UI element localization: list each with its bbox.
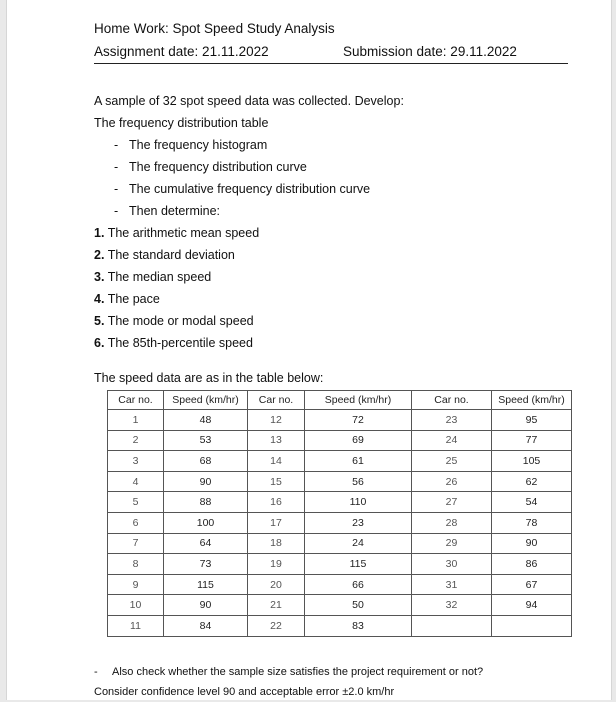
bullet-text: The cumulative frequency distribution curve (129, 182, 371, 196)
car-no-cell: 30 (412, 554, 492, 575)
speed-data-table (107, 390, 572, 637)
speed-cell: 115 (164, 574, 248, 595)
bullet-item (94, 156, 404, 178)
speed-cell: 56 (305, 471, 412, 492)
header-car-no: Car no. (412, 391, 492, 410)
speed-cell: 90 (164, 595, 248, 616)
numbered-list (94, 222, 404, 354)
car-no-cell: 11 (108, 615, 164, 636)
table-row (108, 615, 572, 636)
car-no-cell: 27 (412, 492, 492, 513)
speed-cell: 48 (164, 410, 248, 431)
car-no-cell: 23 (412, 410, 492, 431)
footer-line (94, 662, 483, 682)
item-number: 1. (94, 226, 105, 240)
header-speed: Speed (km/hr) (305, 391, 412, 410)
speed-cell: 110 (305, 492, 412, 513)
table-row (108, 492, 572, 513)
speed-cell: 50 (305, 595, 412, 616)
table-body (108, 410, 572, 637)
car-no-cell: 18 (248, 533, 305, 554)
bullet-item (94, 178, 404, 200)
footer-note (94, 662, 483, 702)
car-no-cell: 24 (412, 430, 492, 451)
intro-subline: The frequency distribution table (94, 116, 269, 130)
submission-date: Submission date: 29.11.2022 (343, 44, 517, 59)
header-car-no: Car no. (108, 391, 164, 410)
header-speed: Speed (km/hr) (164, 391, 248, 410)
table-row (108, 410, 572, 431)
car-no-cell: 31 (412, 574, 492, 595)
item-number: 3. (94, 270, 105, 284)
speed-cell: 69 (305, 430, 412, 451)
footer-marker: - (94, 666, 98, 678)
car-no-cell: 21 (248, 595, 305, 616)
speed-cell: 78 (492, 512, 572, 533)
item-text: The 85th-percentile speed (107, 336, 253, 350)
assignment-date: Assignment date: 21.11.2022 (94, 44, 269, 59)
car-no-cell: 6 (108, 512, 164, 533)
speed-cell: 100 (164, 512, 248, 533)
speed-cell (492, 615, 572, 636)
car-no-cell: 29 (412, 533, 492, 554)
item-text: The median speed (107, 270, 212, 284)
car-no-cell: 13 (248, 430, 305, 451)
car-no-cell (412, 615, 492, 636)
table-row (108, 574, 572, 595)
speed-cell: 90 (492, 533, 572, 554)
car-no-cell: 22 (248, 615, 305, 636)
speed-cell: 94 (492, 595, 572, 616)
table-caption: The speed data are as in the table below: (94, 371, 324, 385)
item-number: 2. (94, 248, 105, 262)
car-no-cell: 26 (412, 471, 492, 492)
speed-cell: 24 (305, 533, 412, 554)
bullet-marker: - (114, 182, 119, 196)
speed-cell: 83 (305, 615, 412, 636)
car-no-cell: 5 (108, 492, 164, 513)
car-no-cell: 12 (248, 410, 305, 431)
table-row (108, 471, 572, 492)
speed-cell: 53 (164, 430, 248, 451)
document-page (6, 0, 612, 700)
speed-cell: 23 (305, 512, 412, 533)
car-no-cell: 15 (248, 471, 305, 492)
bullet-item (94, 134, 404, 156)
car-no-cell: 3 (108, 451, 164, 472)
car-no-cell: 1 (108, 410, 164, 431)
speed-cell: 90 (164, 471, 248, 492)
car-no-cell: 16 (248, 492, 305, 513)
car-no-cell: 4 (108, 471, 164, 492)
speed-cell: 72 (305, 410, 412, 431)
header-car-no: Car no. (248, 391, 305, 410)
car-no-cell: 28 (412, 512, 492, 533)
numbered-item (94, 288, 404, 310)
speed-cell: 62 (492, 471, 572, 492)
speed-cell: 77 (492, 430, 572, 451)
bullet-marker: - (114, 204, 119, 218)
car-no-cell: 10 (108, 595, 164, 616)
speed-cell: 64 (164, 533, 248, 554)
bullet-text: The frequency histogram (129, 138, 268, 152)
speed-cell: 95 (492, 410, 572, 431)
task-description (94, 90, 404, 354)
table-row (108, 451, 572, 472)
table-row (108, 595, 572, 616)
car-no-cell: 2 (108, 430, 164, 451)
speed-cell: 73 (164, 554, 248, 575)
car-no-cell: 8 (108, 554, 164, 575)
car-no-cell: 19 (248, 554, 305, 575)
speed-cell: 115 (305, 554, 412, 575)
item-text: The pace (107, 292, 160, 306)
header-divider (94, 63, 568, 64)
bullet-text: The frequency distribution curve (129, 160, 307, 174)
numbered-item (94, 244, 404, 266)
bullet-marker: - (114, 138, 119, 152)
speed-cell: 86 (492, 554, 572, 575)
speed-cell: 88 (164, 492, 248, 513)
numbered-item (94, 332, 404, 354)
car-no-cell: 7 (108, 533, 164, 554)
speed-cell: 54 (492, 492, 572, 513)
item-text: The arithmetic mean speed (107, 226, 260, 240)
table-row (108, 533, 572, 554)
table-row (108, 430, 572, 451)
item-text: The mode or modal speed (107, 314, 254, 328)
bullet-text: Then determine: (129, 204, 221, 218)
item-number: 6. (94, 336, 105, 350)
table-row (108, 512, 572, 533)
bullet-marker: - (114, 160, 119, 174)
car-no-cell: 20 (248, 574, 305, 595)
bullet-list (94, 134, 404, 222)
speed-cell: 67 (492, 574, 572, 595)
intro-line: A sample of 32 spot speed data was collected. Develop: (94, 94, 404, 108)
document-title: Home Work: Spot Speed Study Analysis (94, 21, 335, 36)
footer-condition: Consider confidence level 90 and acceptable error ±2.0 km/hr (94, 686, 395, 698)
numbered-item (94, 310, 404, 332)
speed-cell: 105 (492, 451, 572, 472)
item-number: 5. (94, 314, 105, 328)
car-no-cell: 32 (412, 595, 492, 616)
car-no-cell: 9 (108, 574, 164, 595)
item-number: 4. (94, 292, 105, 306)
numbered-item (94, 266, 404, 288)
item-text: The standard deviation (107, 248, 235, 262)
car-no-cell: 14 (248, 451, 305, 472)
header-speed: Speed (km/hr) (492, 391, 572, 410)
speed-cell: 68 (164, 451, 248, 472)
car-no-cell: 17 (248, 512, 305, 533)
footer-question: Also check whether the sample size satisfies the project requirement or not? (112, 666, 484, 678)
table-header-row (108, 391, 572, 410)
table-row (108, 554, 572, 575)
speed-cell: 61 (305, 451, 412, 472)
numbered-item (94, 222, 404, 244)
speed-cell: 66 (305, 574, 412, 595)
bullet-item (94, 200, 404, 222)
speed-cell: 84 (164, 615, 248, 636)
car-no-cell: 25 (412, 451, 492, 472)
